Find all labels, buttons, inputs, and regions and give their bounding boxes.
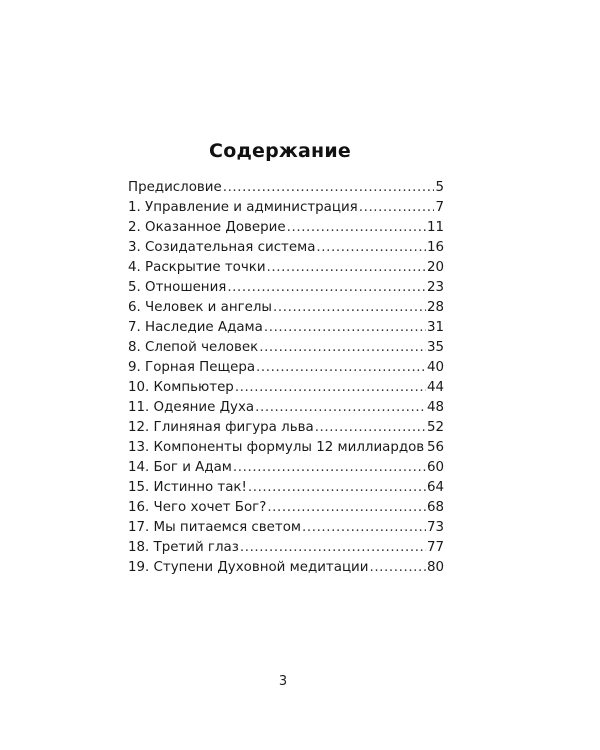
toc-entry-page: 35 (426, 340, 444, 355)
dot-leader (223, 178, 435, 198)
dot-leader (287, 218, 426, 238)
toc-entry-page: 44 (426, 380, 444, 395)
toc-entry-label: 16. Чего хочет Бог? (128, 500, 267, 515)
toc-entry-label: 9. Горная Пещера (128, 360, 256, 375)
dot-leader (227, 278, 426, 298)
dot-leader (273, 298, 426, 318)
toc-entry-page: 7 (435, 200, 444, 215)
toc-entry-page: 31 (426, 320, 444, 335)
dot-leader (359, 198, 435, 218)
toc-entry-3[interactable] (128, 238, 444, 258)
toc-entry-page: 52 (426, 420, 444, 435)
toc-entry-page: 64 (426, 480, 444, 495)
toc-entry-label: 6. Человек и ангелы (128, 300, 273, 315)
dot-leader (315, 418, 426, 438)
toc-entry-label: 3. Созидательная система (128, 240, 316, 255)
toc-entry-page: 73 (426, 520, 444, 535)
toc-entry-page: 56 (426, 440, 444, 455)
toc-entry-label: 17. Мы питаемся светом (128, 520, 301, 535)
toc-entry-11[interactable] (128, 398, 444, 418)
dot-leader (425, 438, 426, 458)
dot-leader (302, 518, 426, 538)
dot-leader (235, 378, 426, 398)
dot-leader (233, 458, 426, 478)
table-of-contents (128, 178, 444, 578)
toc-entry-page: 5 (435, 180, 444, 195)
toc-entry-10[interactable] (128, 378, 444, 398)
toc-entry-17[interactable] (128, 518, 444, 538)
page-number: 3 (278, 674, 288, 689)
toc-entry-label: 4. Раскрытие точки (128, 260, 266, 275)
dot-leader (369, 558, 425, 578)
dot-leader (264, 318, 426, 338)
toc-entry-page: 16 (426, 240, 444, 255)
toc-entry-7[interactable] (128, 318, 444, 338)
toc-entry-page: 11 (426, 220, 444, 235)
toc-entry-page: 48 (426, 400, 444, 415)
toc-entry-page: 80 (426, 560, 444, 575)
toc-title: Содержание (209, 140, 351, 162)
toc-entry-label: 19. Ступени Духовной медитации (128, 560, 369, 575)
toc-entry-page: 40 (426, 360, 444, 375)
toc-entry-label: 1. Управление и администрация (128, 200, 358, 215)
toc-entry-page: 60 (426, 460, 444, 475)
toc-entry-label: 8. Слепой человек (128, 340, 259, 355)
dot-leader (248, 478, 426, 498)
toc-entry-page: 20 (426, 260, 444, 275)
toc-entry-page: 77 (426, 540, 444, 555)
toc-entry-9[interactable] (128, 358, 444, 378)
toc-entry-page: 68 (426, 500, 444, 515)
toc-entry-label: 18. Третий глаз (128, 540, 239, 555)
toc-entry-2[interactable] (128, 218, 444, 238)
toc-entry-6[interactable] (128, 298, 444, 318)
toc-entry-label: 7. Наследие Адама (128, 320, 263, 335)
dot-leader (267, 258, 426, 278)
toc-entry-13[interactable] (128, 438, 444, 458)
toc-entry-label: Предисловие (128, 180, 222, 195)
toc-entry-5[interactable] (128, 278, 444, 298)
toc-entry-18[interactable] (128, 538, 444, 558)
toc-entry-preface[interactable] (128, 178, 444, 198)
toc-entry-label: 15. Истинно так! (128, 480, 247, 495)
toc-entry-label: 5. Отношения (128, 280, 227, 295)
toc-entry-label: 14. Бог и Адам (128, 460, 232, 475)
toc-entry-1[interactable] (128, 198, 444, 218)
dot-leader (256, 358, 426, 378)
toc-entry-14[interactable] (128, 458, 444, 478)
toc-entry-8[interactable] (128, 338, 444, 358)
toc-entry-label: 10. Компьютер (128, 380, 234, 395)
toc-entry-19[interactable] (128, 558, 444, 578)
toc-entry-label: 2. Оказанное Доверие (128, 220, 286, 235)
toc-entry-page: 28 (426, 300, 444, 315)
dot-leader (316, 238, 426, 258)
dot-leader (259, 338, 426, 358)
toc-entry-label: 12. Глиняная фигура льва (128, 420, 314, 435)
toc-entry-15[interactable] (128, 478, 444, 498)
toc-entry-page: 23 (426, 280, 444, 295)
dot-leader (267, 498, 426, 518)
dot-leader (240, 538, 426, 558)
dot-leader (255, 398, 426, 418)
toc-entry-16[interactable] (128, 498, 444, 518)
toc-entry-4[interactable] (128, 258, 444, 278)
toc-entry-12[interactable] (128, 418, 444, 438)
toc-entry-label: 11. Одеяние Духа (128, 400, 255, 415)
toc-entry-label: 13. Компоненты формулы 12 миллиардов (128, 440, 425, 455)
